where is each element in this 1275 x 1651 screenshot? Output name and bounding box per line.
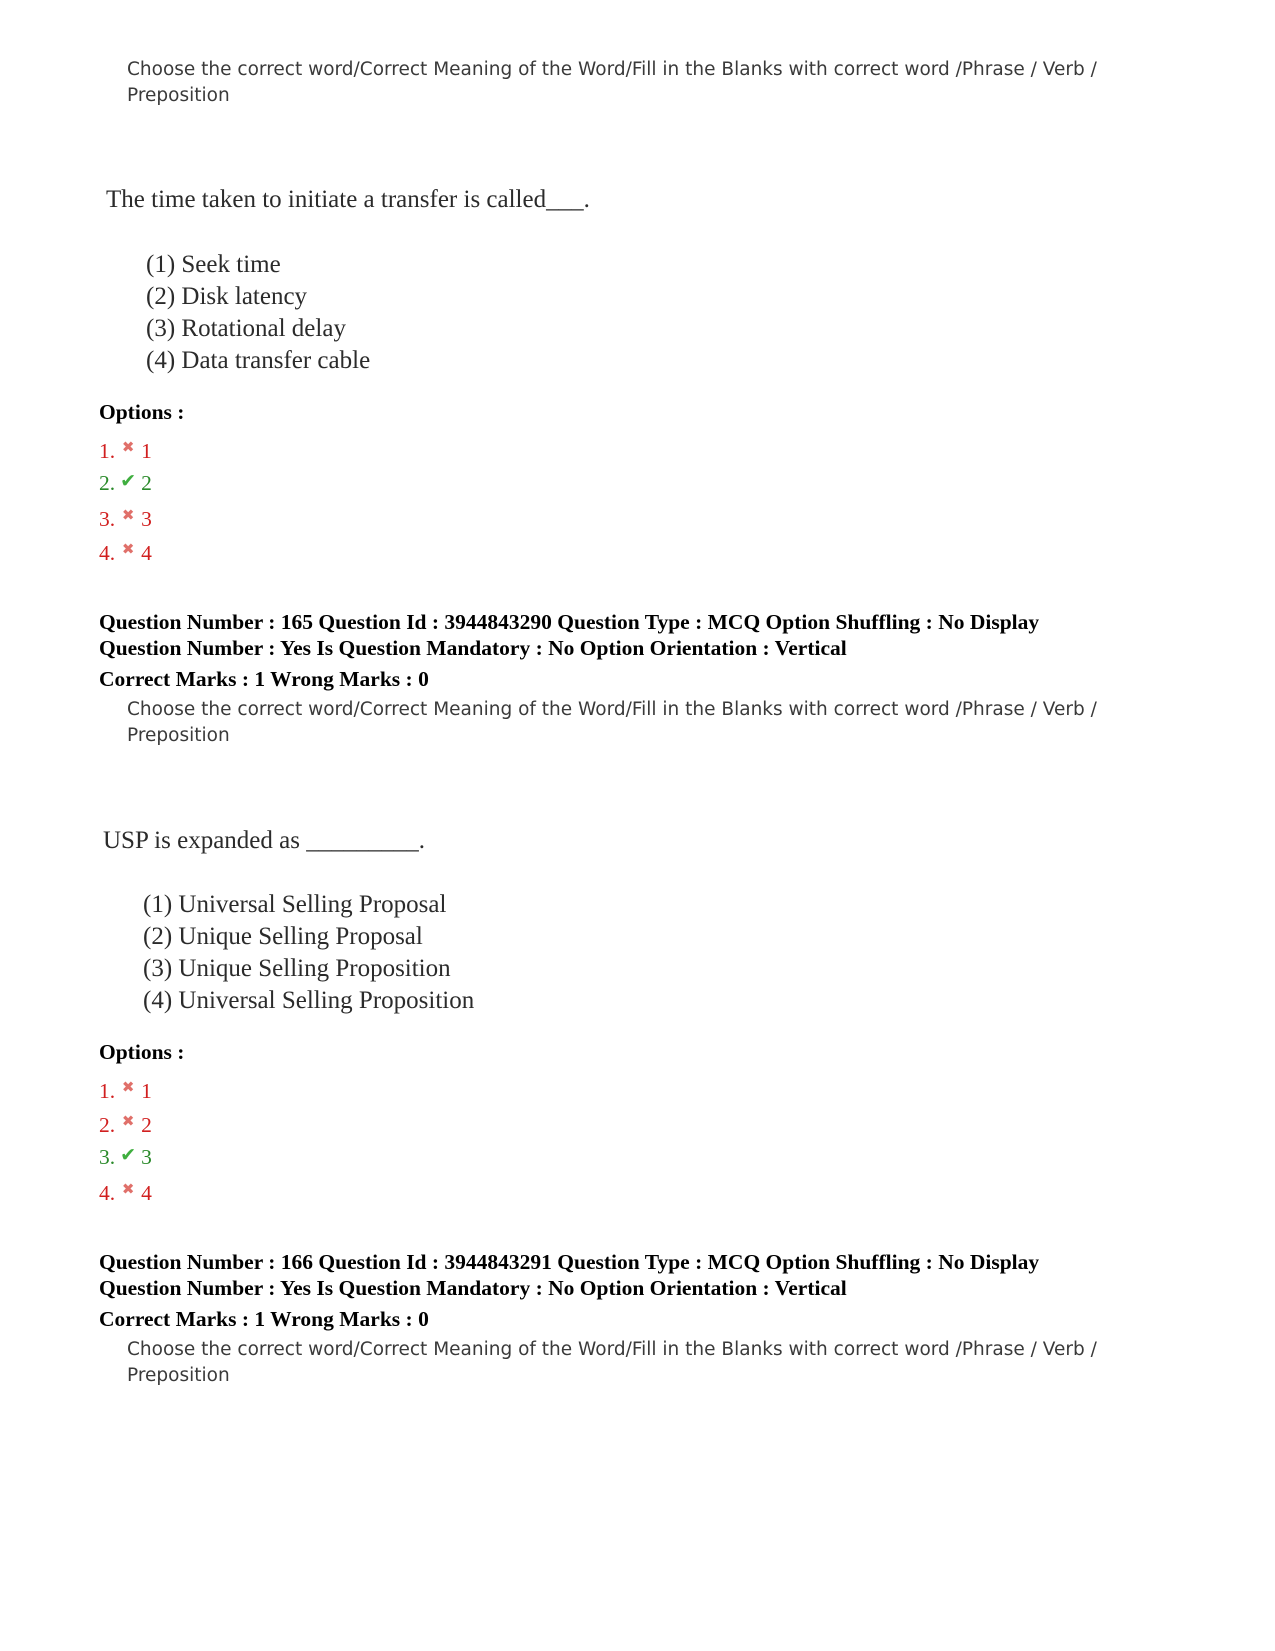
option-value: 2 [141,471,152,495]
question-instruction [127,697,1097,749]
option-row [99,1174,152,1204]
option-number: 4. [99,1181,116,1205]
cross-icon: ✖ [121,1078,135,1096]
option-number: 1. [99,439,116,463]
question-text: USP is expanded as _________. [103,827,425,854]
question-meta: Question Number : Yes Is Question Mandatory : No Option Orientation : Vertical [99,1276,847,1300]
question-marks: Correct Marks : 1 Wrong Marks : 0 [99,1307,429,1331]
option-row [99,1106,152,1136]
option-number: 2. [99,1113,116,1137]
option-number: 3. [99,1145,116,1169]
check-icon: ✔ [120,1144,137,1166]
choice-item: (1) Universal Selling Proposal [143,891,447,918]
cross-icon: ✖ [121,1112,135,1130]
instruction-line: Preposition [127,85,230,106]
option-row [99,1072,152,1102]
choice-item: (2) Disk latency [146,283,308,310]
instruction-line: Preposition [127,725,230,746]
question-meta: Question Number : 166 Question Id : 3944843291 Question Type : MCQ Option Shuffling : No Display [99,1250,1040,1274]
choice-item: (3) Unique Selling Proposition [143,955,451,982]
check-icon: ✔ [120,470,137,492]
choice-item: (4) Data transfer cable [146,347,371,374]
cross-icon: ✖ [121,1180,135,1198]
choice-item: (3) Rotational delay [146,315,346,342]
choice-item: (4) Universal Selling Proposition [143,987,475,1014]
choice-item: (2) Unique Selling Proposal [143,923,423,950]
question-instruction [127,57,1097,109]
option-row [99,1140,152,1170]
question-instruction [127,1337,1097,1389]
choice-list [146,249,370,377]
instruction-line: Choose the correct word/Correct Meaning of the Word/Fill in the Blanks with correct word /Phrase / Verb / [127,59,1097,80]
option-row [99,500,152,530]
option-row [99,432,152,462]
option-value: 2 [141,1113,152,1137]
choice-list [143,889,474,1017]
option-value: 4 [141,541,152,565]
option-value: 3 [141,507,152,531]
question-marks: Correct Marks : 1 Wrong Marks : 0 [99,667,429,691]
question-meta: Question Number : Yes Is Question Mandatory : No Option Orientation : Vertical [99,636,847,660]
option-row [99,466,152,496]
option-value: 3 [141,1145,152,1169]
instruction-line: Choose the correct word/Correct Meaning of the Word/Fill in the Blanks with correct word /Phrase / Verb / [127,1339,1097,1360]
question-text: The time taken to initiate a transfer is called___. [106,186,590,213]
option-number: 3. [99,507,116,531]
option-value: 1 [141,439,152,463]
option-row [99,534,152,564]
option-number: 4. [99,541,116,565]
option-value: 1 [141,1079,152,1103]
options-heading: Options : [99,1040,185,1064]
choice-item: (1) Seek time [146,251,281,278]
options-heading: Options : [99,400,185,424]
question-meta: Question Number : 165 Question Id : 3944843290 Question Type : MCQ Option Shuffling : No Display [99,610,1040,634]
option-number: 1. [99,1079,116,1103]
instruction-line: Preposition [127,1365,230,1386]
cross-icon: ✖ [121,506,135,524]
instruction-line: Choose the correct word/Correct Meaning of the Word/Fill in the Blanks with correct word /Phrase / Verb / [127,699,1097,720]
option-number: 2. [99,471,116,495]
option-value: 4 [141,1181,152,1205]
cross-icon: ✖ [121,540,135,558]
cross-icon: ✖ [121,438,135,456]
